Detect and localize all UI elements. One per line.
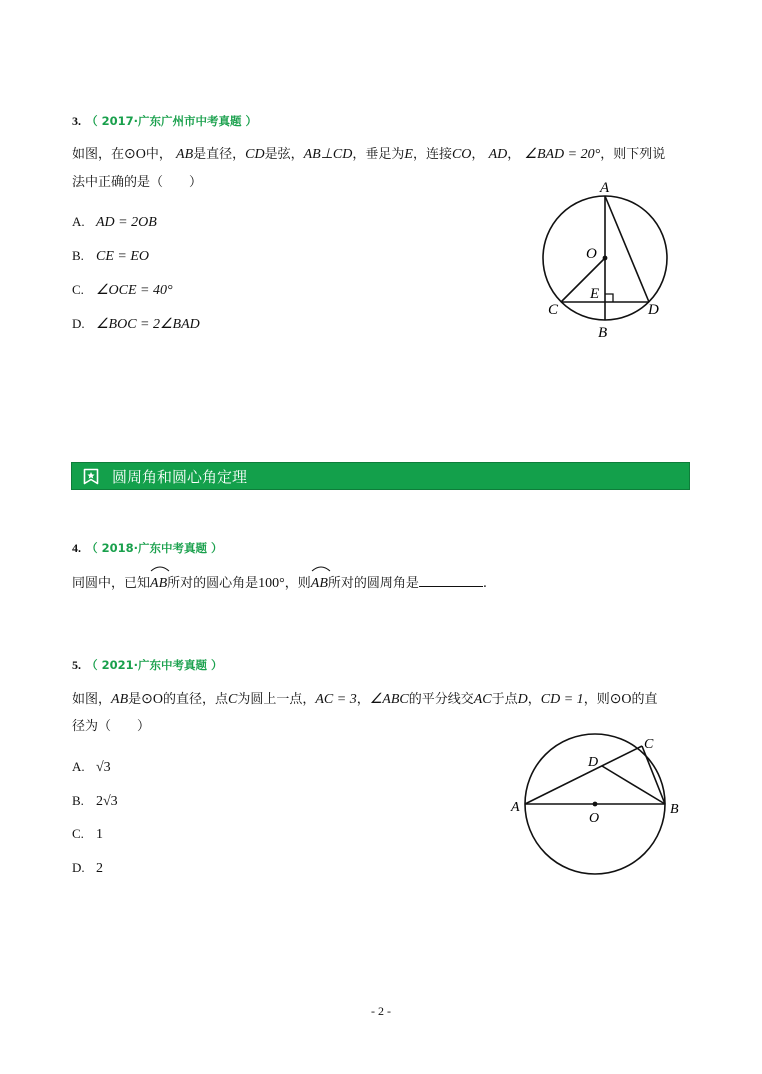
q3-option-d[interactable]: D. ∠BOC = 2∠BAD — [72, 316, 200, 332]
label-a: A — [511, 800, 520, 815]
question-source: （ 2018·广东中考真题 ） — [86, 541, 223, 555]
segment-ad — [605, 196, 649, 302]
chord-ac — [525, 746, 642, 804]
answer-blank[interactable] — [419, 572, 483, 587]
q5-option-a[interactable]: A. √3 — [72, 759, 111, 775]
label-o: O — [589, 811, 600, 826]
question-source: （ 2021·广东中考真题 ） — [86, 658, 223, 672]
q3-option-a[interactable]: A. AD = 2OB — [72, 214, 157, 230]
label-b: B — [598, 325, 608, 341]
arc-ab-1: AB — [150, 570, 167, 598]
label-a: A — [600, 180, 610, 196]
question-number: 3. — [72, 114, 81, 128]
question-source: （ 2017·广东广州市中考真题 ） — [86, 114, 257, 128]
question-5-stem-line1: 如图，AB是⊙O的直径，点C为圆上一点，AC = 3，∠ABC的平分线交AC于点D，CD = 1，则⊙O的直 — [72, 692, 658, 707]
question-4-stem: 同圆中，已知 AB所对的圆心角是100°，则 AB所对的圆周角是 . — [72, 570, 487, 598]
question-4-header — [72, 537, 222, 556]
arc-ab-2: AB — [311, 570, 328, 598]
q5-option-d[interactable]: D. 2 — [72, 860, 103, 876]
label-o: O — [586, 246, 597, 262]
label-d: D — [588, 755, 599, 770]
question-3-stem-line2: 法中正确的是（ ） — [72, 175, 203, 190]
section-title: 圆周角和圆心角定理 — [112, 468, 248, 486]
label-e: E — [590, 286, 600, 302]
question-3-stem-line1: 如图，在⊙O中， AB是直径，CD是弦，AB⊥CD，垂足为E，连接CO， AD， ∠BAD = 20°，则下列说 — [72, 147, 666, 162]
label-c: C — [644, 737, 654, 752]
q3-option-b[interactable]: B. CE = EO — [72, 248, 149, 264]
question-number: 4. — [72, 541, 81, 555]
question-5-header — [72, 654, 222, 673]
question-3-header — [72, 110, 257, 129]
question-5-stem-line2: 径为（ ） — [72, 719, 151, 734]
q5-option-c[interactable]: C. 1 — [72, 826, 103, 842]
center-dot — [603, 256, 608, 261]
page-number: - 2 - — [371, 1004, 391, 1018]
right-angle-mark — [605, 294, 613, 302]
question-number: 5. — [72, 658, 81, 672]
label-d: D — [648, 302, 659, 318]
bookmark-star-icon — [83, 468, 99, 485]
q5-geometry-figure — [505, 728, 685, 884]
label-c: C — [548, 302, 559, 318]
q3-option-c[interactable]: C. ∠OCE = 40° — [72, 282, 173, 298]
q5-option-b[interactable]: B. 2√3 — [72, 793, 118, 809]
section-banner — [71, 462, 690, 490]
q3-geometry-figure — [530, 176, 680, 342]
label-b: B — [670, 802, 679, 817]
chord-cb — [642, 746, 665, 804]
bisector-bd — [602, 766, 665, 804]
center-dot — [593, 802, 598, 807]
